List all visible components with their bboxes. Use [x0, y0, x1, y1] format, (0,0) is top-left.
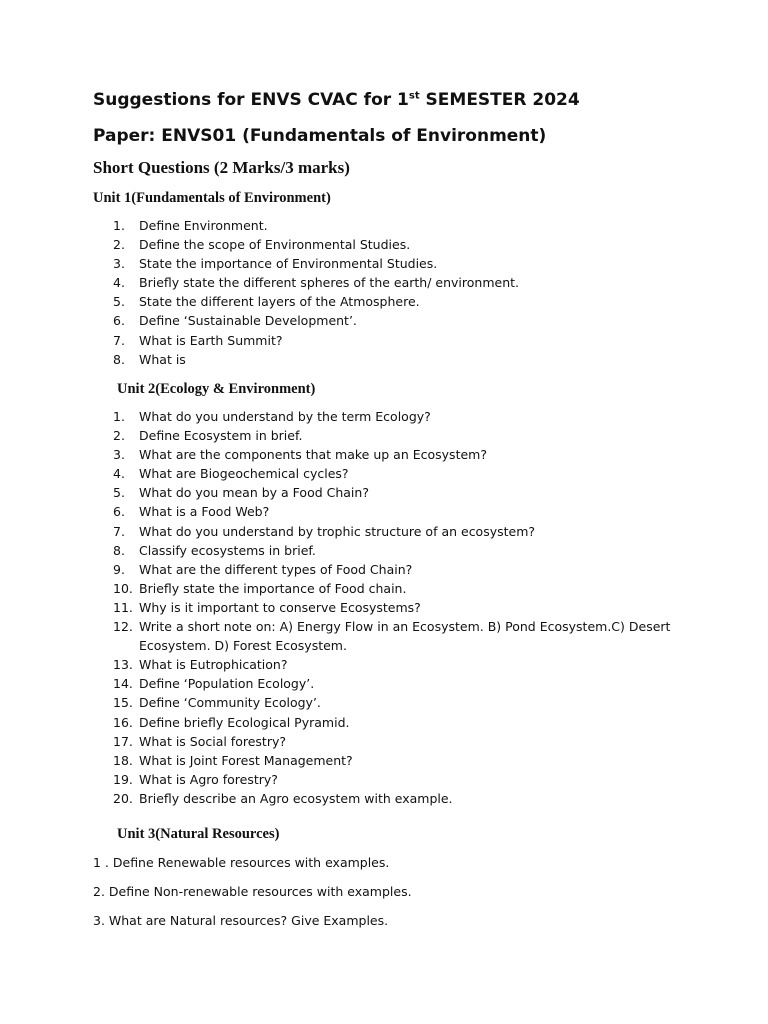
unit3-heading: Unit 3(Natural Resources) — [117, 826, 280, 842]
unit3-question-2: 2. Define Non-renewable resources with examples. — [93, 884, 412, 899]
unit1-question-list — [113, 216, 713, 369]
list-item: 11. Why is it important to conserve Ecosystems? — [113, 599, 421, 615]
list-item: 20. Briefly describe an Agro ecosystem with example. — [113, 790, 453, 806]
list-item: 1. Define Environment. — [113, 218, 268, 233]
list-item: 13. What is Eutrophication? — [113, 657, 288, 673]
list-item: 10. Briefly state the importance of Food chain. — [113, 580, 407, 596]
list-item: 5. State the different layers of the Atmosphere. — [113, 294, 420, 310]
list-item: 7. What do you understand by trophic structure of an ecosystem? — [113, 523, 536, 539]
list-item: 8. Classify ecosystems in brief. — [113, 542, 316, 558]
list-item: 19. What is Agro forestry? — [113, 771, 278, 787]
list-item: 3. State the importance of Environmental Studies. — [113, 256, 438, 272]
list-item: 2. Define the scope of Environmental Studies. — [113, 237, 411, 253]
document-title — [93, 89, 580, 111]
unit3-question-1: 1 . Define Renewable resources with examples. — [93, 855, 390, 870]
list-item: 17. What is Social forestry? — [113, 733, 286, 749]
list-item: 12. Write a short note on: A) Energy Flow in an Ecosystem. B) Pond Ecosystem.C) Desert Ecosystem. D) Forest Ecosystem. — [113, 619, 671, 654]
list-item: 16. Define briefly Ecological Pyramid. — [113, 714, 350, 730]
title-text: Suggestions for ENVS CVAC for 1 — [93, 90, 409, 110]
list-item: 15. Define ‘Community Ecology’. — [113, 695, 321, 711]
list-item: 4. What are Biogeochemical cycles? — [113, 466, 349, 482]
unit2-heading: Unit 2(Ecology & Environment) — [117, 381, 316, 397]
list-item: 14. Define ‘Population Ecology’. — [113, 676, 315, 692]
list-item: 9. What are the different types of Food Chain? — [113, 561, 413, 577]
list-item: 1. What do you understand by the term Ecology? — [113, 409, 431, 424]
unit3-question-3: 3. What are Natural resources? Give Examples. — [93, 913, 389, 928]
list-item: 8. What is — [113, 351, 186, 367]
unit2-question-list — [113, 407, 713, 808]
list-item: 3. What are the components that make up an Ecosystem? — [113, 447, 487, 463]
short-questions-heading: Short Questions (2 Marks/3 marks) — [93, 158, 350, 177]
title-text-rest: SEMESTER 2024 — [419, 90, 580, 110]
list-item: 6. What is a Food Web? — [113, 504, 270, 520]
list-item: 2. Define Ecosystem in brief. — [113, 428, 303, 444]
list-item: 18. What is Joint Forest Management? — [113, 752, 353, 768]
list-item: 4. Briefly state the different spheres of the earth/ environment. — [113, 275, 519, 291]
paper-title: Paper: ENVS01 (Fundamentals of Environment) — [93, 126, 547, 146]
list-item: 7. What is Earth Summit? — [113, 332, 283, 348]
unit1-heading: Unit 1(Fundamentals of Environment) — [93, 190, 331, 206]
list-item: 6. Define ‘Sustainable Development’. — [113, 313, 357, 329]
title-superscript: st — [408, 90, 420, 102]
list-item: 5. What do you mean by a Food Chain? — [113, 485, 369, 501]
